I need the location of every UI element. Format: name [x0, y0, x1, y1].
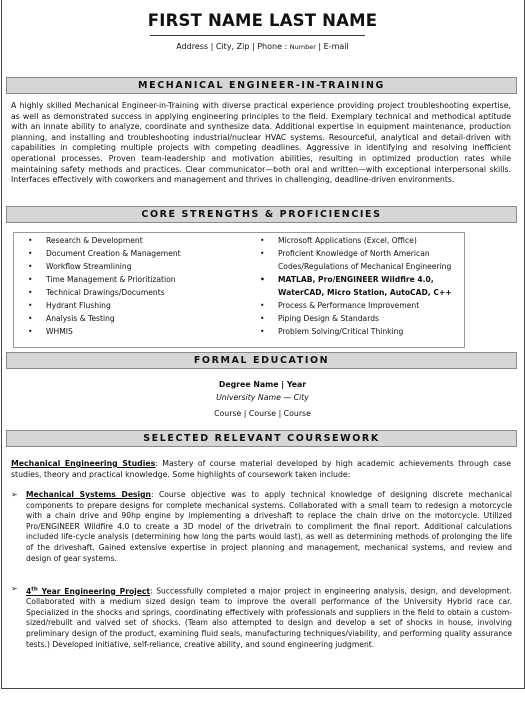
degree-name: Degree Name: [218, 380, 279, 389]
contact-line: [0, 42, 525, 51]
section-title-coursework: SELECTED RELEVANT COURSEWORK: [6, 430, 517, 447]
list-item-text: WaterCAD, Micro Station, AutoCAD, C++: [278, 288, 452, 297]
coursework-intro-label: Mechanical Engineering Studies: [11, 459, 156, 468]
course-item-label: [26, 587, 150, 596]
list-item: [260, 299, 460, 312]
arrow-bullet-icon: ➢: [11, 490, 18, 499]
list-item: • Technical Drawings/Documents: [28, 286, 238, 299]
strengths-left-list: [28, 234, 238, 338]
course-item-label-text: Year Engineering Project: [37, 586, 151, 596]
list-item: [260, 234, 460, 247]
contact-email: | E-mail: [315, 42, 349, 51]
list-item: [260, 312, 460, 325]
course-item-year-suffix: th: [31, 586, 38, 592]
list-item: • Hydrant Flushing: [28, 299, 238, 312]
list-item-text: Proficient Knowledge of North American: [278, 249, 430, 258]
section-title-education: FORMAL EDUCATION: [6, 352, 517, 369]
university-name: University Name — City: [216, 393, 309, 402]
list-item-text: Piping Design & Standards: [278, 314, 379, 323]
course-item-label: Mechanical Systems Design: [26, 490, 151, 499]
arrow-bullet-icon: ➢: [11, 584, 18, 593]
list-item: • Document Creation & Management: [28, 247, 238, 260]
course-item-year-number: 4: [26, 586, 32, 596]
list-item: [260, 273, 460, 299]
list-item: • Analysis & Testing: [28, 312, 238, 325]
course-item-year-project: [26, 584, 512, 650]
course-item-text: : Successfully completed a major project in engineering analysis, design, and development. Collaborated with a medium sized design team to improve the overall performance of the University Hybrid race car. Specialized in the shocks and springs, coordinating effectively with professionals and suppliers in the field to obtain a custom-sized/rebuilt and valved set of shocks. (Team also attempted to design and develop a set of shocks in house, involving preliminary design of the product, examining fluid seals, manufacturing techniques/viability, and performing quality assurance tests.) Developed initiative, self-reliance, creative ability, and sound engineering judgment.: [26, 586, 512, 649]
coursework-intro: [11, 459, 511, 480]
course-item-text: : Course objective was to apply technical knowledge of designing discrete mechanical components to prepare designs for complete mechanical systems. Collaborated with a small team to redesign a motorcycle with a chain drive and 90hp engine by implementing a driveshaft to replace the chain drive on the motorcycle. Utilized Pro/ENGINEER Wildfire 4.0 to create a 3D model of the drivetrain to compliment the final report. Additional calculations included life-cycle analysis (determining how long the parts would last), as well as determining methods of prolonging the life of the driveshaft. Gained extensive expertise in project planning and management, mechanical systems, and review and design of gear systems.: [26, 490, 512, 563]
course-list: Course | Course | Course: [214, 409, 311, 418]
list-item: • WHMIS: [28, 325, 238, 338]
degree-year: Year: [286, 380, 307, 389]
contact-address: Address | City, Zip | Phone :: [176, 42, 290, 51]
list-item-text: Codes/Regulations of Mechanical Engineering: [278, 262, 452, 271]
list-item-text: Problem Solving/Critical Thinking: [278, 327, 404, 336]
section-title-strengths: CORE STRENGTHS & PROFICIENCIES: [6, 206, 517, 223]
list-item-text: MATLAB, Pro/ENGINEER Wildfire 4.0,: [278, 275, 434, 284]
list-item: • Workflow Streamlining: [28, 260, 238, 273]
strengths-box: [13, 232, 465, 348]
list-item: [260, 325, 460, 338]
list-item-text: Microsoft Applications (Excel, Office): [278, 236, 417, 245]
contact-number: Number: [289, 43, 316, 51]
name-divider: [150, 35, 365, 36]
list-item-text: Process & Performance Improvement: [278, 301, 420, 310]
strengths-right-list: [260, 234, 460, 338]
list-item: • Research & Development: [28, 234, 238, 247]
list-item: [260, 247, 460, 273]
degree-separator: |: [278, 380, 287, 389]
section-title-objective: MECHANICAL ENGINEER-IN-TRAINING: [6, 77, 517, 94]
list-item: • Time Management & Prioritization: [28, 273, 238, 286]
coursework-intro-text: : Mastery of course material developed by high academic achievements through case studies, theory and practical knowledge. Some highlights of coursework taken include:: [11, 459, 512, 479]
degree-line: [0, 380, 525, 389]
candidate-name: FIRST NAME LAST NAME: [147, 11, 378, 30]
summary-paragraph: A highly skilled Mechanical Engineer-in-Training with diverse practical experience providing project troubleshooting expertise, as well as demonstrated success in applying engineering principles to the field. Exemplary technical and methodical aptitude with an innate ability to analyze, coordinate and synthesize data. Additional expertise in equipment maintenance, production planning, and installing and troubleshooting industrial/nuclear HVAC systems. Resourceful, analytical and detail-driven with capabilities in completing multiple projects with competing deadlines. Aggressive in identifying and resolving inefficient operational processes. Proven team-leadership and motivation abilities, resulting in optimized production rates while maintaining safety methods and practices. Clear communicator—both oral and written—with exceptional interpersonal skills. Interfaces effectively with coworkers and management and thrives in challenging, deadline-driven environments.: [11, 101, 511, 185]
course-item-systems-design: [26, 490, 512, 564]
